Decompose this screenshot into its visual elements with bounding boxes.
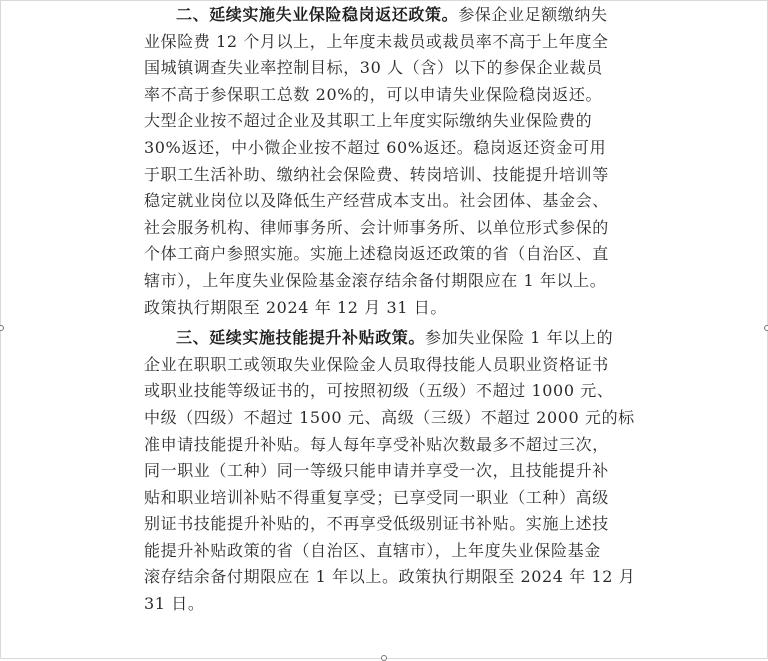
- resize-handle-right[interactable]: [764, 325, 768, 331]
- section2-line: 国城镇调查失业率控制目标，30 人（含）以下的参保企业裁员: [144, 58, 603, 78]
- section3-line: 别证书技能提升补贴的，不再享受低级别证书补贴。实施上述技: [144, 514, 609, 534]
- section2-line: 辖市），上年度失业保险基金滚存结余备付期限应在 1 年以上。: [144, 270, 607, 290]
- section2-first-line: [144, 2, 608, 29]
- section2-line: 参保企业足额缴纳失: [458, 5, 608, 24]
- section2-heading: 二、延续实施失业保险稳岗返还政策。: [176, 5, 459, 24]
- section2-line: 社会服务机构、律师事务所、会计师事务所、以单位形式参保的: [144, 217, 609, 237]
- section3-line: 滚存结余备付期限应在 1 年以上。政策执行期限至 2024 年 12 月: [144, 567, 636, 587]
- section3-line: 同一职业（工种）同一等级只能申请并享受一次，且技能提升补: [144, 461, 609, 481]
- section3-heading: 三、延续实施技能提升补贴政策。: [176, 328, 426, 348]
- section2-line: 个体工商户参照实施。实施上述稳岗返还政策的省（自治区、直: [144, 244, 609, 264]
- resize-handle-left[interactable]: [0, 325, 4, 331]
- section2-line: 30%返还，中小微企业按不超过 60%返还。稳岗返还资金可用: [144, 137, 607, 157]
- page-border-top: [0, 0, 768, 1]
- document-body: [144, 2, 636, 618]
- section3-line: 中级（四级）不超过 1500 元、高级（三级）不超过 2000 元的标: [144, 407, 635, 427]
- section3-line: 能提升补贴政策的省（自治区、直辖市），上年度失业保险基金: [144, 540, 601, 560]
- resize-handle-bottom[interactable]: [381, 655, 387, 661]
- section2-line: 稳定就业岗位以及降低生产经营成本支出。社会团体、基金会、: [144, 191, 609, 211]
- section2-line: 大型企业按不超过企业及其职工上年度实际缴纳失业保险费的: [144, 111, 593, 131]
- section3-line: 31 日。: [144, 594, 205, 614]
- section3-line: 准申请技能提升补贴。每人每年享受补贴次数最多不超过三次，: [144, 434, 609, 454]
- section3-line: 企业在职职工或领取失业保险金人员取得技能人员职业资格证书: [144, 354, 609, 374]
- section2-line: 业保险费 12 个月以上，上年度未裁员或裁员率不高于上年度全: [144, 31, 609, 51]
- section2-line: 于职工生活补助、缴纳社会保险费、转岗培训、技能提升培训等: [144, 164, 609, 184]
- section3-line: 参加失业保险 1 年以上的: [425, 328, 614, 348]
- section2-line: 率不高于参保职工总数 20%的，可以申请失业保险稳岗返还。: [144, 84, 603, 104]
- section3-first-line: [144, 325, 614, 352]
- section2-line: 政策执行期限至 2024 年 12 月 31 日。: [144, 297, 447, 317]
- section3-line: 或职业技能等级证书的，可按照初级（五级）不超过 1000 元、: [144, 381, 614, 401]
- section3-line: 贴和职业培训补贴不得重复享受；已享受同一职业（工种）高级: [144, 487, 609, 507]
